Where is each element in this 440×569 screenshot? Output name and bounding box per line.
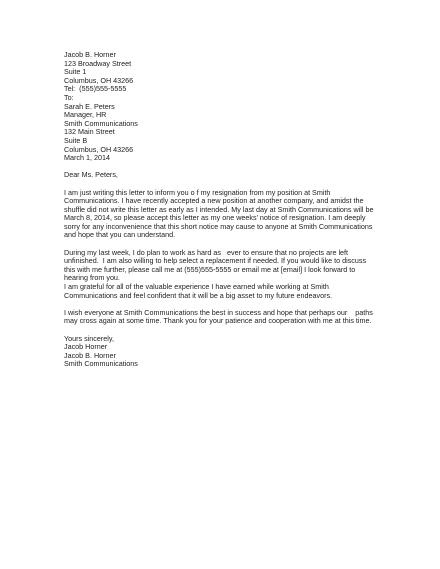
paragraph-line: Communications and feel confident that it will be a big asset to my future endeavors. [64, 290, 333, 300]
paragraph-line: shuffle did not write this letter as early as I intended. My last day at Smith Communications will be [64, 204, 374, 214]
resignation-letter [64, 51, 404, 369]
recipient-company: Smith Communications [64, 118, 138, 128]
sender-city-state-zip: Columbus, OH 43266 [64, 75, 134, 85]
recipient-to-label: To: [64, 92, 74, 102]
paragraph-line: March 8, 2014, so please accept this letter as my one weeks' notice of resignation. I am deeply [64, 213, 366, 223]
sender-phone: Tel: (555)555-5555 [64, 84, 127, 94]
sender-address-block [64, 51, 404, 94]
recipient-city-state-zip: Columbus, OH 43266 [64, 144, 134, 154]
salutation: Dear Ms. Peters, [64, 170, 118, 180]
closing-company: Smith Communications [64, 359, 138, 369]
recipient-street: 132 Main Street [64, 127, 115, 137]
spacer [64, 326, 404, 335]
printed-name: Jacob B. Horner [64, 350, 116, 360]
recipient-suite: Suite B [64, 135, 88, 145]
paragraph-line: unfinished. I am also willing to help select a replacement if needed. If you would like to discuss [64, 256, 367, 266]
signature: Jacob Horner [64, 342, 108, 352]
paragraph-line: I am just writing this letter to inform you o f my resignation from my position at Smith [64, 187, 331, 197]
paragraph-line: I wish everyone at Smith Communications the best in success and hope that perhaps our paths [64, 307, 373, 317]
recipient-name: Sarah E. Peters [64, 101, 115, 111]
paragraph-line: I am grateful for all of the valuable experience I have earned while working at Smith [64, 282, 329, 292]
paragraph-line: this with me further, please call me at (555)555-5555 or email me at [email] I look forward to [64, 264, 356, 274]
paragraph-line: and hope that you can understand. [64, 230, 176, 240]
body-paragraph-3 [64, 309, 404, 326]
letter-date: March 1, 2014 [64, 153, 110, 163]
valediction: Yours sincerely, [64, 333, 114, 343]
paragraph-line: During my last week, I do plan to work as hard as ever to ensure that no projects are left [64, 247, 349, 257]
paragraph-line: hearing from you. [64, 273, 120, 283]
sender-name: Jacob B. Horner [64, 50, 116, 59]
body-paragraph-2 [64, 249, 404, 301]
closing-block [64, 335, 404, 369]
recipient-title: Manager, HR [64, 110, 107, 120]
body-paragraph-1 [64, 189, 404, 241]
paragraph-line: may cross again at some time. Thank you for your patience and cooperation with me at this time. [64, 316, 372, 326]
sender-street: 123 Broadway Street [64, 58, 132, 68]
sender-suite: Suite 1 [64, 67, 87, 77]
paragraph-line: Communications. I have recently accepted a new position at another company, and amidst the [64, 196, 364, 206]
recipient-address-block [64, 94, 404, 154]
paragraph-line: sorry for any inconvenience that this short notice may cause to anyone at Smith Communications [64, 221, 373, 231]
